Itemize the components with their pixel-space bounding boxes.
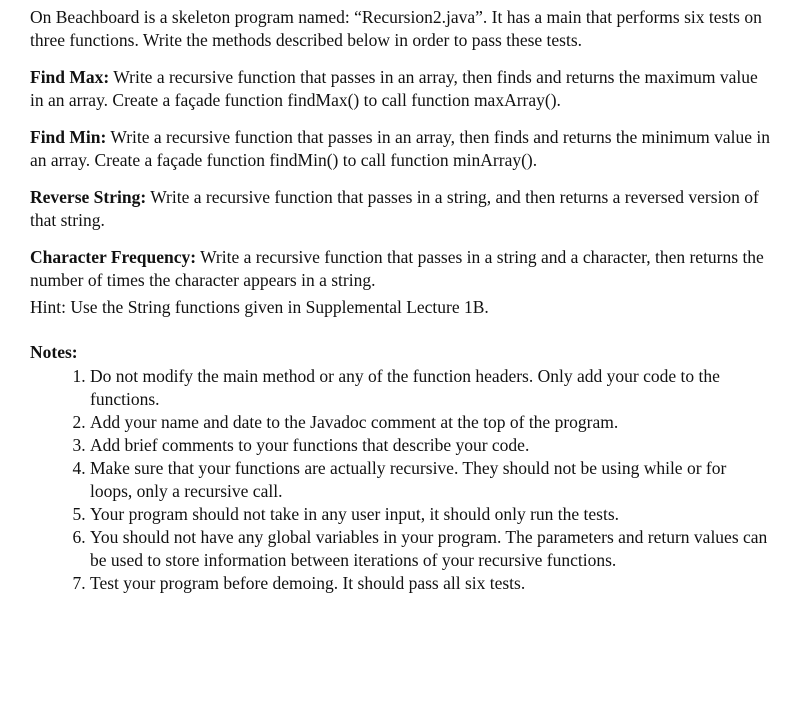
notes-list bbox=[30, 365, 770, 595]
notes-heading: Notes: bbox=[30, 342, 78, 362]
intro-paragraph: On Beachboard is a skeleton program named: “Recursion2.java”. It has a main that performs six tests on three functions. Write the methods described below in order to pass these tests. bbox=[30, 7, 762, 50]
character-frequency-paragraph bbox=[30, 246, 770, 292]
reverse-string-paragraph bbox=[30, 186, 770, 232]
note-item: 6. You should not have any global variables in your program. The parameters and return values can be used to store information between iterations of your recursive functions. bbox=[90, 526, 770, 572]
find-min-text: Write a recursive function that passes in an array, then finds and returns the minimum value in an array. Create a façade function findMin() to call function minArray(). bbox=[30, 127, 770, 170]
find-min-heading: Find Min: bbox=[30, 127, 107, 147]
find-max-text: Write a recursive function that passes in an array, then finds and returns the maximum value in an array. Create a façade function findMax() to call function maxArray(). bbox=[30, 67, 758, 110]
character-frequency-text: Write a recursive function that passes in a string and a character, then returns the number of times the character appears in a string. bbox=[30, 247, 764, 290]
note-item: 3. Add brief comments to your functions that describe your code. bbox=[90, 434, 770, 457]
note-item: 5. Your program should not take in any user input, it should only run the tests. bbox=[90, 503, 770, 526]
note-item: 1. Do not modify the main method or any of the function headers. Only add your code to the functions. bbox=[90, 365, 770, 411]
note-item: 4. Make sure that your functions are actually recursive. They should not be using while or for loops, only a recursive call. bbox=[90, 457, 770, 503]
find-max-paragraph bbox=[30, 66, 770, 112]
find-max-heading: Find Max: bbox=[30, 67, 110, 87]
reverse-string-text: Write a recursive function that passes in a string, and then returns a reversed version of that string. bbox=[30, 187, 759, 230]
character-frequency-heading: Character Frequency: bbox=[30, 247, 197, 267]
hint-text: Hint: Use the String functions given in Supplemental Lecture 1B. bbox=[30, 297, 489, 317]
note-item: 2. Add your name and date to the Javadoc comment at the top of the program. bbox=[90, 411, 770, 434]
assignment-document bbox=[30, 6, 770, 595]
reverse-string-heading: Reverse String: bbox=[30, 187, 147, 207]
note-item: 7. Test your program before demoing. It should pass all six tests. bbox=[90, 572, 770, 595]
find-min-paragraph bbox=[30, 126, 770, 172]
